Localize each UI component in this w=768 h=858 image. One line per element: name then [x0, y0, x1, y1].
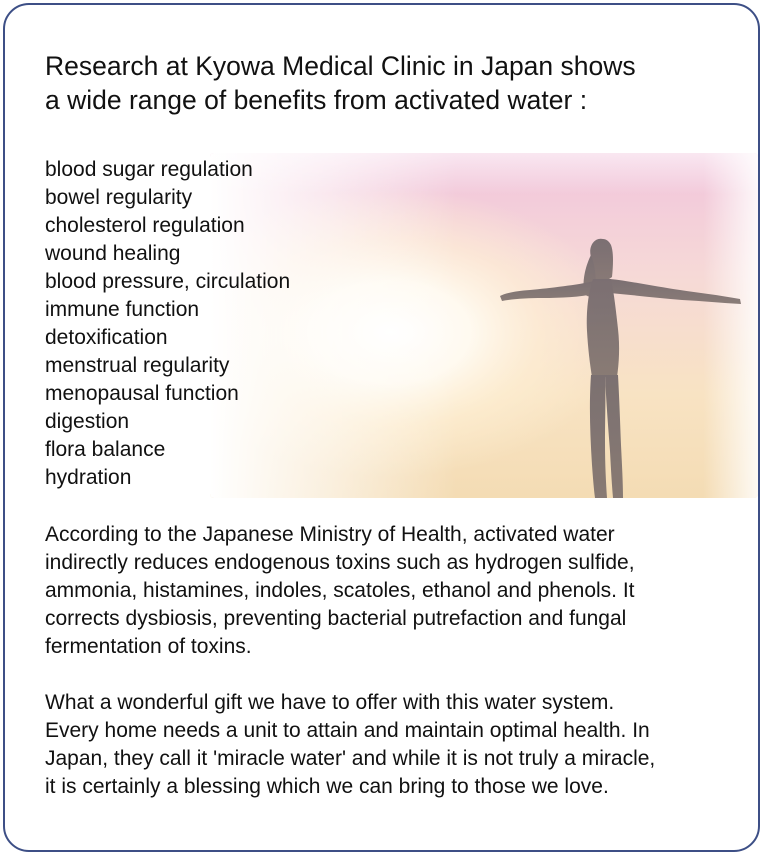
headline	[45, 49, 735, 117]
benefit-item: immune function	[45, 298, 200, 321]
paragraph-line: indirectly reduces endogenous toxins such as hydrogen sulfide,	[45, 551, 635, 574]
benefits-list	[45, 156, 290, 492]
paragraph-line: Every home needs a unit to attain and maintain optimal health. In	[45, 719, 650, 742]
content-card	[3, 3, 760, 852]
paragraph-line: Japan, they call it 'miracle water' and while it is not truly a miracle,	[45, 747, 656, 770]
benefit-item: wound healing	[45, 242, 181, 265]
paragraph-line: ammonia, histamines, indoles, scatoles, ethanol and phenols. It	[45, 579, 635, 602]
headline-line-2: a wide range of benefits from activated water :	[45, 85, 588, 115]
headline-line-1: Research at Kyowa Medical Clinic in Japan shows	[45, 51, 636, 81]
ministry-of-health-paragraph	[45, 521, 745, 661]
benefit-item: blood pressure, circulation	[45, 270, 291, 293]
paragraph-line: According to the Japanese Ministry of Health, activated water	[45, 523, 615, 546]
paragraph-line: What a wonderful gift we have to offer with this water system.	[45, 691, 615, 714]
wonderful-gift-paragraph	[45, 689, 745, 801]
benefit-item: cholesterol regulation	[45, 214, 245, 237]
benefit-item: bowel regularity	[45, 186, 193, 209]
benefit-item: detoxification	[45, 326, 168, 349]
paragraph-line: fermentation of toxins.	[45, 635, 252, 658]
benefit-item: menstrual regularity	[45, 354, 230, 377]
sunset-woman-image	[210, 153, 758, 498]
benefit-item: flora balance	[45, 438, 166, 461]
paragraph-line: it is certainly a blessing which we can bring to those we love.	[45, 775, 609, 798]
benefit-item: blood sugar regulation	[45, 158, 253, 181]
benefit-item: hydration	[45, 466, 132, 489]
paragraph-line: corrects dysbiosis, preventing bacterial putrefaction and fungal	[45, 607, 627, 630]
benefit-item: digestion	[45, 410, 130, 433]
benefit-item: menopausal function	[45, 382, 239, 405]
